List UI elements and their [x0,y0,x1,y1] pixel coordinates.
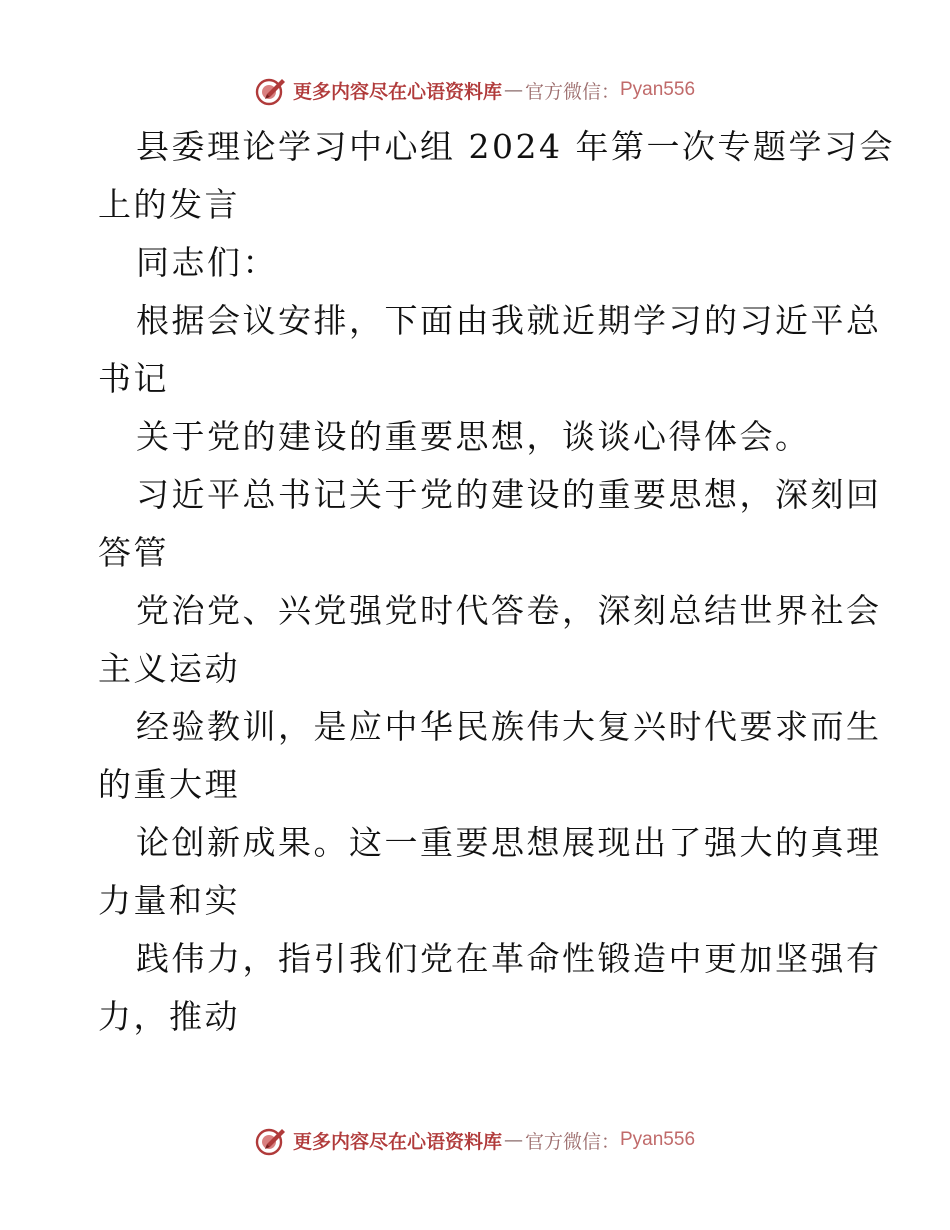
banner-separator: — [503,79,523,101]
banner-wechat-handle: Pyan556 [620,79,696,100]
title-line-1: 县委理论学习中心组 2024 年第一次专题学习会 [136,127,895,166]
paragraph-line: 经验教训，是应中华民族伟大复兴时代要求而生 [136,707,882,746]
header-banner [0,70,950,110]
banner-wechat-handle: Pyan556 [620,1129,696,1150]
paragraph-line: 力量和实 [98,881,240,920]
paragraph-line: 主义运动 [98,649,240,688]
pen-nib-logo-icon [255,1124,287,1156]
paragraph-line: 习近平总书记关于党的建设的重要思想，深刻回 [136,475,882,514]
paragraph-line: 答管 [98,533,169,572]
banner-brand-text: 更多内容尽在心语资料库 [292,1130,502,1153]
paragraph-line: 根据会议安排，下面由我就近期学习的习近平总 [136,301,882,340]
paragraph-line: 关于党的建设的重要思想，谈谈心得体会。 [136,417,811,456]
paragraph-line: 书记 [98,359,169,398]
banner-wechat-label: 官方微信： [524,80,620,103]
banner-separator: — [503,1129,523,1151]
paragraph-line: 力，推动 [98,997,240,1036]
paragraph-line: 党治党、兴党强党时代答卷，深刻总结世界社会 [136,591,882,630]
paragraph-line: 践伟力，指引我们党在革命性锻造中更加坚强有 [136,939,882,978]
footer-banner [0,1120,950,1160]
salutation: 同志们： [136,243,278,282]
title-line-2: 上的发言 [98,185,240,224]
paragraph-line: 的重大理 [98,765,240,804]
paragraph-line: 论创新成果。这一重要思想展现出了强大的真理 [136,823,882,862]
pen-nib-logo-icon [255,74,287,106]
banner-wechat-label: 官方微信： [524,1130,620,1153]
banner-brand-text: 更多内容尽在心语资料库 [292,80,502,103]
